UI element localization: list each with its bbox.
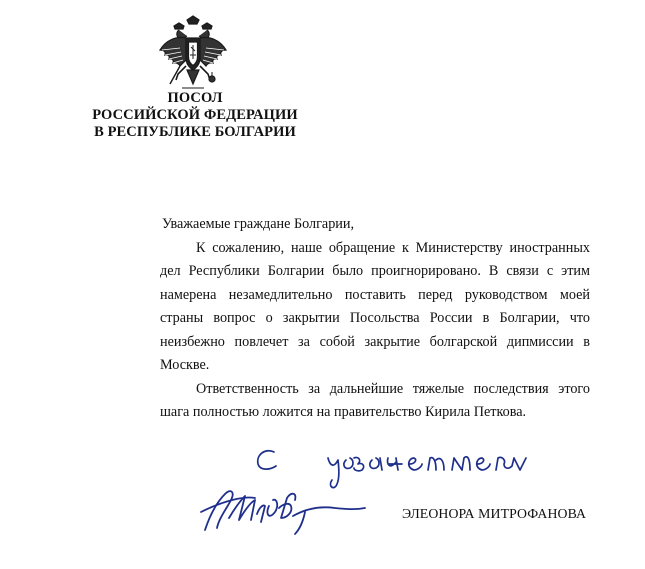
letterhead bbox=[60, 90, 330, 141]
letterhead-location: В РЕСПУБЛИКЕ БОЛГАРИИ bbox=[94, 124, 296, 140]
letterhead-title: ПОСОЛ bbox=[167, 90, 223, 106]
handwritten-signature bbox=[195, 478, 370, 538]
paragraph: Ответственность за дальнейшие тяжелые последствия этого шага полностью ложится на правительство Кирила Петкова. bbox=[160, 380, 590, 420]
letter-body bbox=[160, 213, 590, 425]
signatory-name: ЭЛЕОНОРА МИТРОФАНОВА bbox=[402, 506, 587, 521]
greeting: Уважаемые граждане Болгарии, bbox=[162, 216, 355, 232]
paragraph: К сожалению, наше обращение к Министерству иностранных дел Республики Болгарии было проигнорировано. В связи с этим намерена незамедлительно поставить перед руководством моей страны вопрос о закрытии Посольства России в Болгарии, что неизбежно повлечет за собой закрытие болгарской дипмиссии в Москве. bbox=[160, 239, 590, 373]
coat-of-arms-icon bbox=[156, 14, 230, 92]
letterhead-country: РОССИЙСКОЙ ФЕДЕРАЦИИ bbox=[92, 107, 298, 123]
